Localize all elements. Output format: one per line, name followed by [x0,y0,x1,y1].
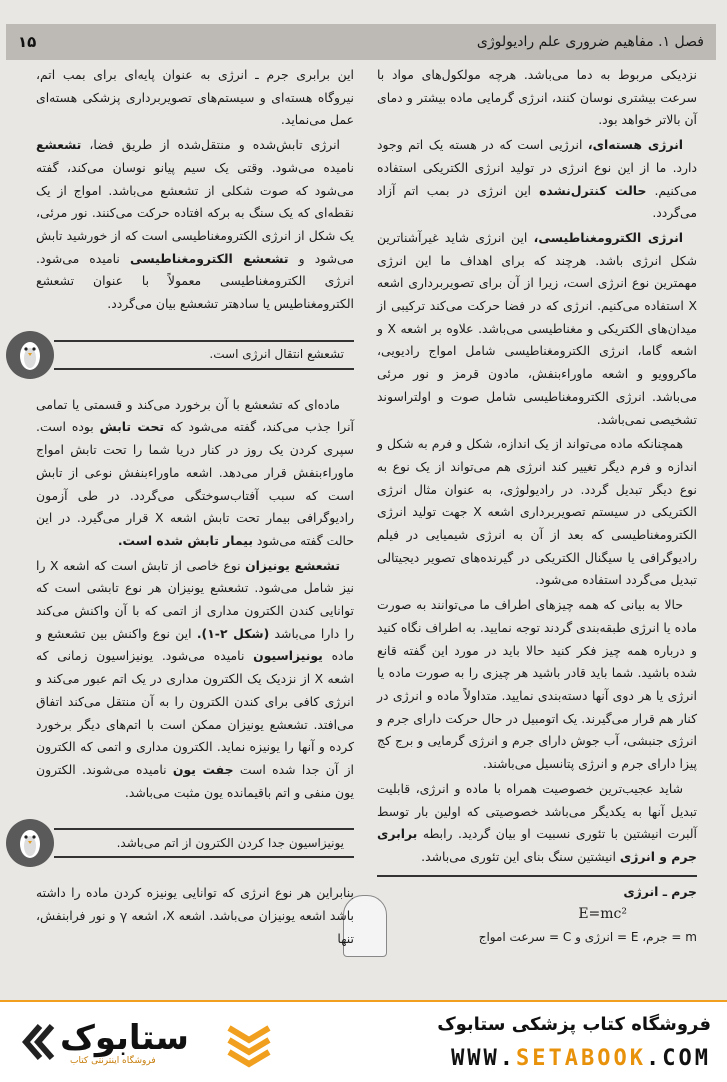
formula-title: جرم ـ انرژی [623,883,697,899]
penguin-icon [6,331,54,379]
left-column [36,64,354,953]
paragraph: انرژی الکترومغناطیسی، این انرژی شاید غیرآشناترین شکل انرژی باشد. هرچند که برای اهداف ما این انرژی مهمترین نوع انرژی است، زیرا از آن برای تصویربرداری اشعه X استفاده می‌کنیم. انرژی که در فضا حرکت می‌کند ترکیبی از میدان‌های الکتریکی و مغناطیسی می‌باشد. علاوه بر اشعه X و اشعه گاما، انرژی الکترومغناطیسی شامل امواج رادیویی، ماکروویو و اشعه ماوراءبنفش، مادون قرمز و نور مرئی می‌باشد. انرژی الکترومغناطیسی شامل صوت و اولتراسوند تشخیصی نمی‌باشد. [377,229,697,427]
paragraph: انرژی تابش‌شده و منتقل‌شده از طریق فضا، تشعشع نامیده می‌شود. وقتی یک سیم پیانو نوسان می‌کند، گفته می‌شود که صوت شکلی از تشعشع می‌باشد. امواج از یک نقطه‌ای که یک سنگ به برکه افتاده حرکت می‌کنند. نور مرئی، یک شکل از انرژی الکترومغناطیسی است که از خورشید تابش می‌شود و تشعشع الکترومغناطیسی نامیده می‌شود. انرژی الکترومغناطیسی معمولاً با عنوان تشعشع الکترومغناطیس یا سادهتر تشعشع بیان می‌گردد. [36,137,354,312]
paragraph: حالا به بیانی که همه چیزهای اطراف ما می‌توانند به صورت ماده یا انرژی طبقه‌بندی گردند توجه نمایید. به اطراف نگاه کنید و درباره همه چیز فکر کنید حالا باید در مورد این گفته قانع شده باشید. شما باید قادر باشید هر چیزی را به صورت ماده یا انرژی یا هر دوی آنها دسته‌بندی نمایید. متداولاً ماده و انرژی در کنار هم قرار می‌گیرند. یک اتومبیل در حال حرکت دارای جرم و انرژی جنبشی، آب جوش دارای جرم و انرژی گرمایی و برج کج پیزا دارای جرم و انرژی پتانسیل می‌باشند. [377,597,697,772]
store-url[interactable]: WWW.SETABOOK.COM [451,1046,711,1071]
formula-description: m = جرم، E = انرژی و C = سرعت امواج [478,930,697,945]
paragraph: تشعشع یونیزان نوع خاصی از تابش است که اشعه X را نیز شامل می‌شود. تشعشع یونیزان هر نوع تابشی است که توانایی کندن الکترون مداری از اتمی که با آن واکنش می‌کند را دارا می‌باشد (شکل ۲-۱). این نوع واکنش بین تشعشع و ماده یونیزاسیون نامیده می‌شود. یونیزاسیون زمانی که اشعه X از نزدیک یک الکترون مداری در یک اتم عبور می‌کند و انرژی کافی برای کندن الکترون را به آن منتقل می‌کند اتفاق می‌افتد. تشعشع یونیزان ممکن است با اتم‌های دیگر برخورد کرده و آنها را یونیزه نماید. الکترون مداری و اتمی که الکترون از آن جدا شده است جفت یون نامیده می‌شوند. الکترون یون منفی و اتم باقیمانده یون مثبت می‌باشد. [36,557,354,800]
page-header [6,24,716,60]
right-column [377,64,697,949]
chapter-title: فصل ۱. مفاهیم ضروری علم رادیولوژی [476,34,704,50]
paragraph: این برابری جرم ـ انرژی به عنوان پایه‌ای برای بمب اتم، نیروگاه هسته‌ای و سیستم‌های تصویربرداری پزشکی هسته‌ای عمل می‌نماید. [36,67,354,128]
double-chevron-icon [20,1022,56,1062]
logo-text: ستابوک [60,1018,189,1058]
book-chevron-icon [225,1022,273,1068]
page-number: ۱۵ [18,33,37,51]
paragraph: شاید عجیب‌ترین خصوصیت همراه با ماده و انرژی، قابلیت تبدیل آنها به یکدیگر می‌باشد خصوصیتی که اولین بار توسط آلبرت انیشتین با تئوری نسبیت او بیان گردید. رابطه برابری جرم و انرژی انیشتین سنگ بنای این تئوری می‌باشد. [377,780,697,864]
formula: E=mc² [578,906,627,923]
paragraph: همچنانکه ماده می‌تواند از یک اندازه، شکل و فرم به شکل و اندازه و فرم دیگر تغییر کند انرژی هم می‌تواند از یک نوع به نوع دیگر تبدیل گردد. در رادیولوژی، به عنوان مثال انرژی الکتریکی در سیستم تصویربرداری اشعه X جهت تولید انرژی الکترومغناطیسی که بعد از آن به انرژی شیمیایی در فیلم رادیوگرافی یا سیگنال الکتریکی در گیرنده‌های تصویر دیجیتالی تبدیل می‌گردد استفاده می‌شود. [377,436,697,588]
logo-subtitle: فروشگاه اینترنتی کتاب [70,1056,156,1066]
paragraph: بنابراین هر نوع انرژی که توانایی یونیزه کردن ماده را داشته باشد اشعه یونیزان می‌باشد. اشعه X، اشعه γ و نور فرابنفش، تنها [36,885,354,946]
paragraph: انرژی هسته‌ای، انرژیی است که در هسته یک اتم وجود دارد. ما از این نوع انرژی در تولید انرژی الکتریکی استفاده می‌کنیم. حالت کنترل‌نشده این انرژی در بمب اتم آزاد می‌گردد. [377,137,698,221]
paragraph: ماده‌ای که تشعشع با آن برخورد می‌کند و قسمتی یا تمامی آنرا جذب می‌کند، گفته می‌شود که تحت تابش بوده است. سپری کردن یک روز در کنار دریا شما را تحت تابش امواج ماوراءبنفش قرار می‌دهد. اشعه ماوراءبنفش نوعی از تابش است که سبب آفتاب‌سوختگی می‌گردد. در طی آزمون رادیوگرافی بیمار تحت تابش اشعه X قرار می‌گیرد. در این حالت گفته می‌شود بیمار تابش شده است. [36,396,354,548]
setabook-logo [20,1016,280,1072]
penguin-icon [6,819,54,867]
store-title: فروشگاه کتاب پزشکی ستابوک [437,1014,711,1035]
paragraph: نزدیکی مربوط به دما می‌باشد. هرچه مولکول‌های مواد با سرعت بیشتری نوسان کنند، انرژی گرمایی ماده بیشتر و دمای آن بالاتر خواهد بود. [377,67,697,128]
note-callout [36,330,354,380]
note-callout [36,818,354,868]
formula-box [377,875,697,949]
note-text: تشعشع انتقال انرژی است. [54,340,354,370]
note-text: یونیزاسیون جدا کردن الکترون از اتم می‌باشد. [54,828,354,858]
watermark-footer [0,1000,727,1082]
